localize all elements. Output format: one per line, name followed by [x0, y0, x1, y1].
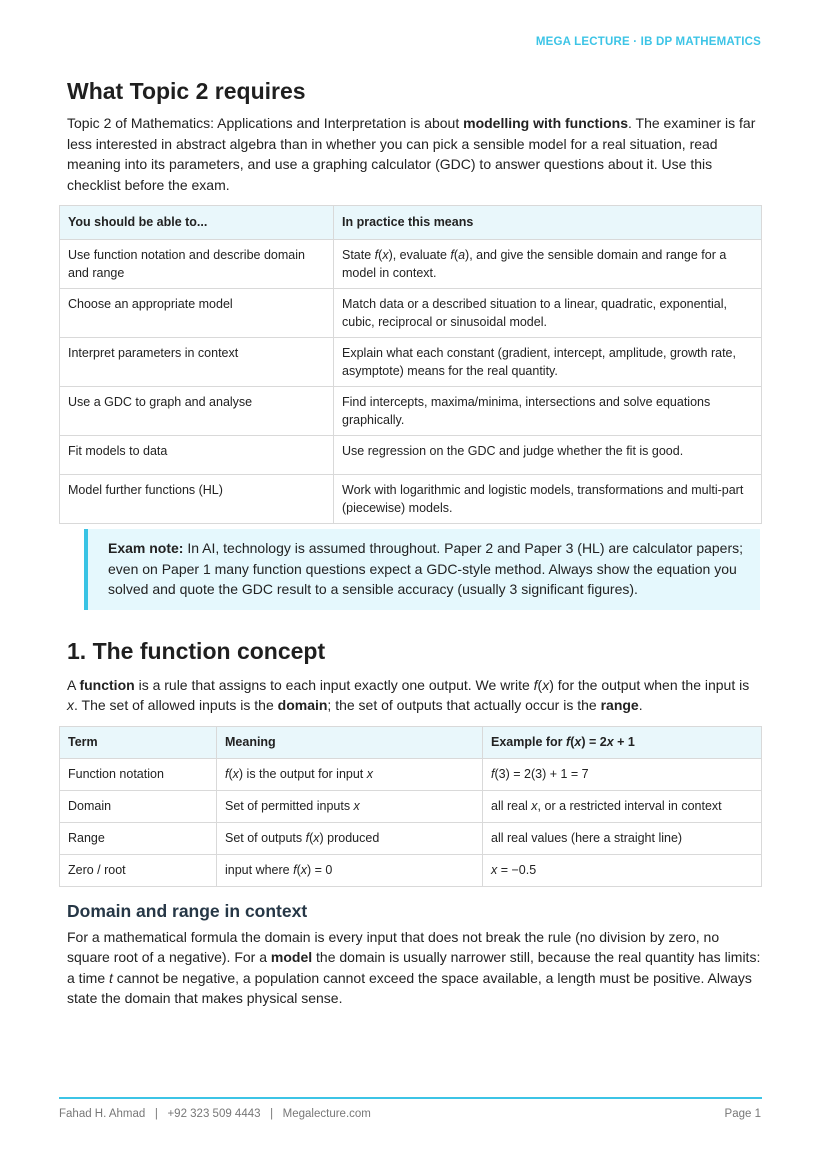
- table-cell: Work with logarithmic and logistic models, transformations and multi-part (piecewise) models.: [334, 475, 762, 524]
- table-row: [60, 289, 762, 338]
- checklist-table: [59, 205, 762, 524]
- table-cell: Range: [60, 822, 217, 854]
- table-cell: Explain what each constant (gradient, intercept, amplitude, growth rate, asymptote) means for the real quantity.: [334, 338, 762, 387]
- table-cell: Match data or a described situation to a linear, quadratic, exponential, cubic, reciprocal or sinusoidal model.: [334, 289, 762, 338]
- header-brand: MEGA LECTURE · IB DP MATHEMATICS: [535, 36, 761, 48]
- subheading-domain-range: Domain and range in context: [67, 900, 308, 921]
- domain-range-text: For a mathematical formula the domain is every input that does not break the rule (no division by zero, no square root of a negative). For a model the domain is usually narrower still, because the real quantity has limits: a time t cannot be negative, a population cannot exceed the space available, a length must be positive. Always state the domain that makes physical sense.: [67, 928, 761, 1006]
- table-header-row: [60, 726, 762, 758]
- table-row: [60, 338, 762, 387]
- table-cell: Function notation: [60, 758, 217, 790]
- table-cell: Set of outputs f(x) produced: [217, 822, 483, 854]
- table-cell: Set of permitted inputs x: [217, 790, 483, 822]
- table-cell: f(3) = 2(3) + 1 = 7: [483, 758, 762, 790]
- topic2-intro: Topic 2 of Mathematics: Applications and Interpretation is about modelling with functions. The examiner is far less interested in abstract algebra than in whether you can pick a sensible model for a real situation, read meaning into its parameters, and use a graphing calculator (GDC) to answer questions about it. Use this checklist before the exam.: [67, 115, 756, 193]
- table-cell: Model further functions (HL): [60, 475, 334, 524]
- table-row: [60, 475, 762, 524]
- footer-contact: Fahad H. Ahmad | +92 323 509 4443 | Megalecture.com: [59, 1108, 371, 1120]
- table-row: [60, 854, 762, 886]
- function-concept-intro: A function is a rule that assigns to each input exactly one output. We write f(x) for the output when the input is x. The set of allowed inputs is the domain; the set of outputs that actually occur is the range.: [67, 676, 750, 713]
- table-row: [60, 240, 762, 289]
- table-header-row: [60, 206, 762, 240]
- table-cell: Use a GDC to graph and analyse: [60, 387, 334, 436]
- table-cell: f(x) is the output for input x: [217, 758, 483, 790]
- column-header: Example for f(x) = 2x + 1: [483, 726, 762, 758]
- column-header: Meaning: [217, 726, 483, 758]
- column-header: In practice this means: [334, 206, 762, 240]
- table-row: [60, 436, 762, 475]
- page-content: [59, 78, 762, 1009]
- table-cell: Use regression on the GDC and judge whether the fit is good.: [334, 436, 762, 475]
- table-cell: Find intercepts, maxima/minima, intersections and solve equations graphically.: [334, 387, 762, 436]
- column-header: You should be able to...: [60, 206, 334, 240]
- table-row: [60, 822, 762, 854]
- table-cell: Fit models to data: [60, 436, 334, 475]
- footer-divider: [59, 1097, 762, 1099]
- table-row: [60, 758, 762, 790]
- table-cell: all real values (here a straight line): [483, 822, 762, 854]
- table-cell: Interpret parameters in context: [60, 338, 334, 387]
- table-cell: input where f(x) = 0: [217, 854, 483, 886]
- section-title-topic2: What Topic 2 requires: [67, 78, 306, 104]
- table-row: [60, 790, 762, 822]
- table-cell: Zero / root: [60, 854, 217, 886]
- page-number: Page 1: [724, 1108, 761, 1120]
- column-header: Term: [60, 726, 217, 758]
- table-cell: x = −0.5: [483, 854, 762, 886]
- table-cell: all real x, or a restricted interval in context: [483, 790, 762, 822]
- function-terms-table: [59, 726, 762, 887]
- table-row: [60, 387, 762, 436]
- table-cell: Use function notation and describe domain and range: [60, 240, 334, 289]
- table-cell: Domain: [60, 790, 217, 822]
- table-cell: State f(x), evaluate f(a), and give the sensible domain and range for a model in context.: [334, 240, 762, 289]
- section-title-function-concept: 1. The function concept: [67, 637, 326, 664]
- exam-note-callout: Exam note: In AI, technology is assumed throughout. Paper 2 and Paper 3 (HL) are calculator papers; even on Paper 1 many function questions expect a GDC-style method. Always show the equation you solved and quote the GDC result to a sensible accuracy (usually 3 significant figures).: [84, 529, 760, 610]
- table-cell: Choose an appropriate model: [60, 289, 334, 338]
